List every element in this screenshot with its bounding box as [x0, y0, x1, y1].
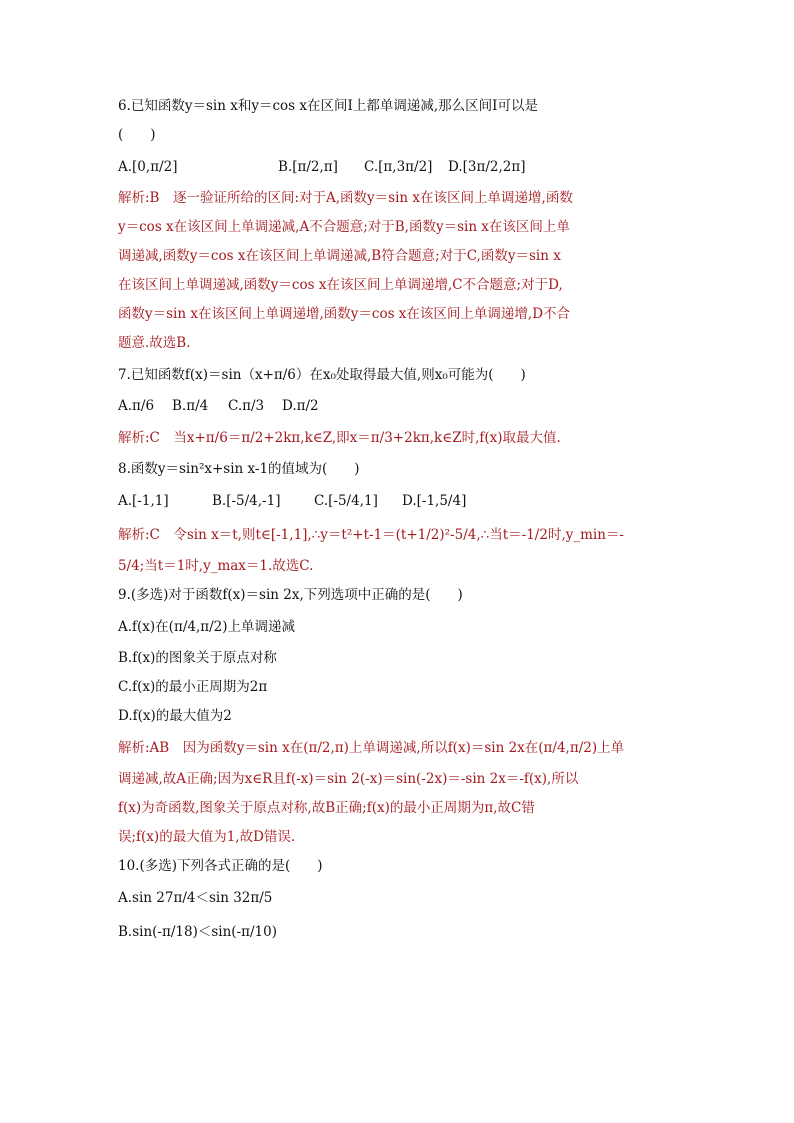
q6-solution-line: 调递减,函数y＝cos x在该区间上单调递减,B符合题意;对于C,函数y＝sin x — [118, 248, 561, 264]
q6-option-d: D.[3π/2,2π] — [448, 159, 526, 175]
q9-option-a: A.f(x)在(π/4,π/2)上单调递减 — [118, 619, 296, 635]
q6-stem: 6.已知函数y＝sin x和y＝cos x在区间I上都单调递减,那么区间I可以是 — [118, 98, 538, 114]
q7-option-a: A.π/6 — [118, 398, 155, 414]
q9-solution-line: 调递减,故A正确;因为x∈R且f(-x)＝sin 2(-x)＝sin(-2x)＝-sin 2x＝-f(x),所以 — [118, 771, 579, 787]
q6-solution-line: 函数y＝sin x在该区间上单调递增,函数y＝cos x在该区间上单调递增,D不合 — [118, 306, 571, 322]
q6-solution-line: 题意.故选B. — [118, 335, 191, 351]
q8-option-c: C.[-5/4,1] — [314, 493, 378, 509]
q6-option-b: B.[π/2,π] — [278, 159, 338, 175]
q7-option-c: C.π/3 — [228, 398, 265, 414]
q7-options — [118, 392, 678, 421]
q8-option-d: D.[-1,5/4] — [402, 493, 467, 509]
q9-solution-line: 解析:AB 因为函数y＝sin x在(π/2,π)上单调递减,所以f(x)＝sin 2x在(π/4,π/2)上单 — [118, 740, 625, 756]
q8-stem: 8.函数y＝sin²x+sin x-1的值域为( ) — [118, 461, 360, 477]
q10-option-b: B.sin(-π/18)＜sin(-π/10) — [118, 924, 277, 940]
q6-options — [118, 150, 678, 184]
q9-solution-line: f(x)为奇函数,图象关于原点对称,故B正确;f(x)的最小正周期为π,故C错 — [118, 800, 535, 816]
q8-option-b: B.[-5/4,-1] — [212, 493, 281, 509]
document-page — [118, 92, 678, 949]
q9-option-c: C.f(x)的最小正周期为2π — [118, 679, 268, 695]
q10-stem: 10.(多选)下列各式正确的是( ) — [118, 858, 323, 874]
q6-option-a: A.[0,π/2] — [118, 159, 178, 175]
q6-option-c: C.[π,3π/2] — [364, 159, 433, 175]
q6-solution-line: 解析:B 逐一验证所给的区间:对于A,函数y＝sin x在该区间上单调递增,函数 — [118, 190, 573, 206]
q7-option-d: D.π/2 — [282, 398, 319, 414]
q6-paren: ( ) — [118, 127, 156, 143]
q10-option-a: A.sin 27π/4＜sin 32π/5 — [118, 890, 273, 906]
q7-option-b: B.π/4 — [172, 398, 209, 414]
q8-solution-line: 解析:C 令sin x＝t,则t∈[-1,1],∴y＝t²+t-1＝(t+1/2)²-5/4,∴当t＝-1/2时,y_min＝- — [118, 527, 624, 543]
q9-solution-line: 误;f(x)的最大值为1,故D错误. — [118, 829, 296, 845]
q6-solution-line: 在该区间上单调递减,函数y＝cos x在该区间上单调递增,C不合题意;对于D, — [118, 277, 563, 293]
q6-solution-line: y＝cos x在该区间上单调递减,A不合题意;对于B,函数y＝sin x在该区间上单 — [118, 219, 570, 235]
q7-stem: 7.已知函数f(x)＝sin（x+π/6）在x₀处取得最大值,则x₀可能为( ) — [118, 367, 526, 383]
q9-stem: 9.(多选)对于函数f(x)＝sin 2x,下列选项中正确的是( ) — [118, 587, 463, 603]
q8-options — [118, 484, 678, 518]
q7-solution-line: 解析:C 当x+π/6＝π/2+2kπ,k∈Z,即x＝π/3+2kπ,k∈Z时,f(x)取最大值. — [118, 430, 561, 446]
q9-option-d: D.f(x)的最大值为2 — [118, 708, 232, 724]
q8-solution-line: 5/4;当t＝1时,y_max＝1.故选C. — [118, 558, 314, 574]
q9-option-b: B.f(x)的图象关于原点对称 — [118, 650, 277, 666]
q8-option-a: A.[-1,1] — [118, 493, 169, 509]
